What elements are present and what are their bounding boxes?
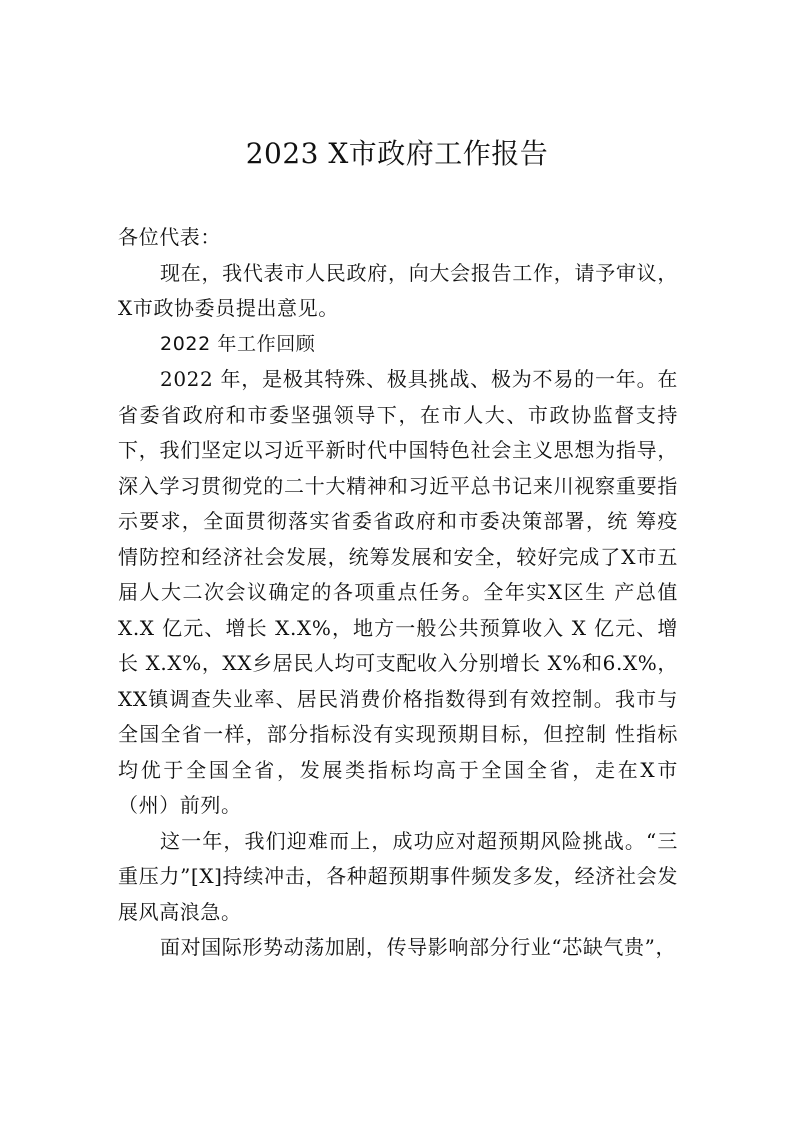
section-heading: 2022 年工作回顾 [160, 332, 316, 355]
document-title: 2023 X市政府工作报告 [245, 137, 549, 170]
salutation: 各位代表： [118, 225, 221, 249]
document-body [118, 220, 678, 966]
paragraph-intro: 现在，我代表市人民政府，向大会报告工作，请予审议，X市政协委员提出意见。 [118, 260, 678, 320]
paragraph-international: 面对国际形势动荡加剧，传导影响部分行业“芯缺气贵”， [160, 935, 677, 959]
paragraph-challenges: 这一年，我们迎难而上，成功应对超预期风险挑战。“三重压力”[X]持续冲击，各种超预期事件频发多发，经济社会发展风高浪急。 [118, 828, 678, 924]
paragraph-review: 2022 年，是极其特殊、极具挑战、极为不易的一年。在省委省政府和市委坚强领导下，在市人大、市政协监督支持 下，我们坚定以习近平新时代中国特色社会主义思想为指导， 深入学习贯彻党的二十大精神和习近平总书记来川视察重要指示要求，全面贯彻落实省委省政府和市委决策部署，统 筹疫情防控和经济社会发展，统筹发展和安全，较好完成了X市五届人大二次会议确定的各项重点任务。全年实X区生 产总值 X.X 亿元、增长 X.X%，地方一般公共预算收入 X 亿元、增长 X.X%，XX乡居民人均可支配收入分别增长 X%和6.X%，XX镇调查失业率、居民消费价格指数得到有效控制。我市与全国全省一样，部分指标没有实现预期目标，但控制 性指标均优于全国全省，发展类指标均高于全国全省，走在X市（州）前列。 [118, 367, 678, 817]
